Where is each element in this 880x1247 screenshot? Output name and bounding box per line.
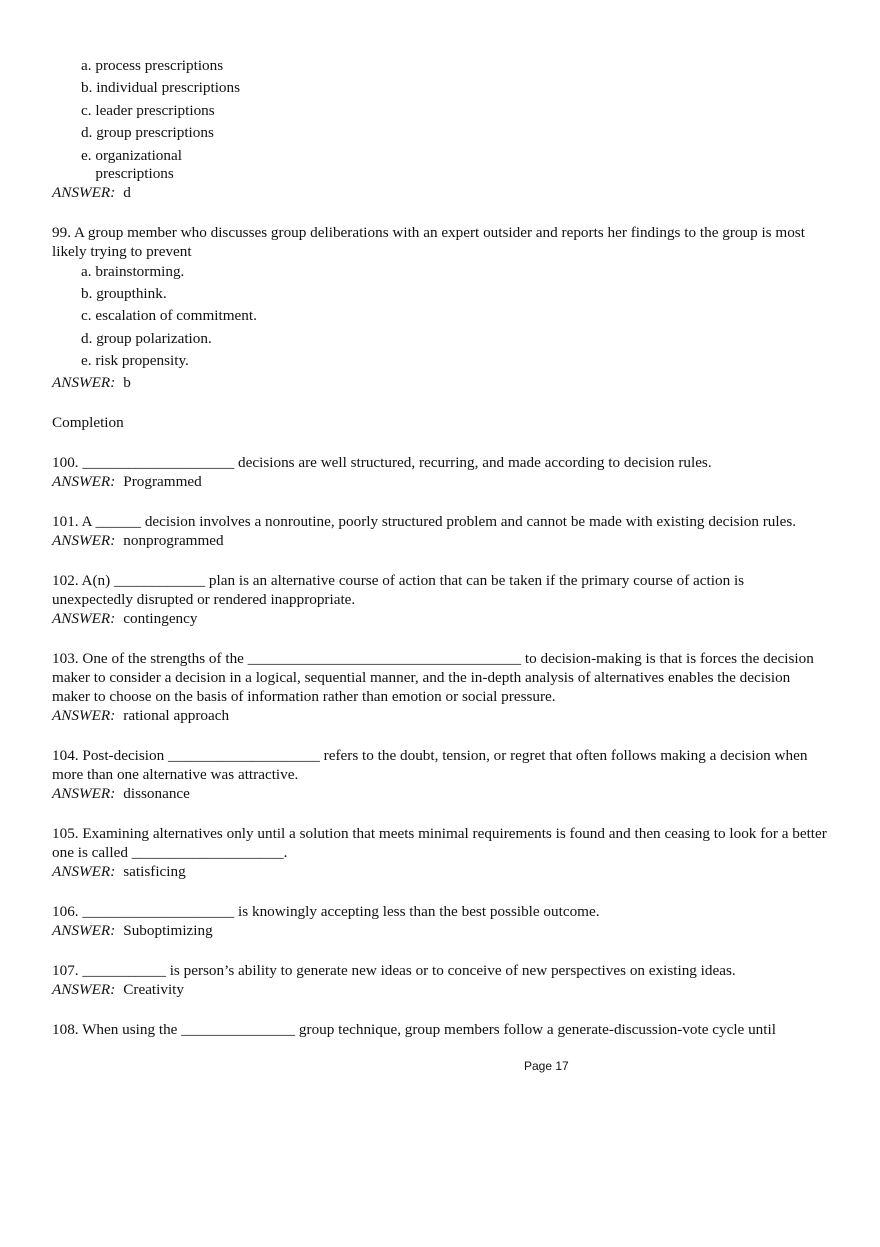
option-a: a. brainstorming. [81,262,185,280]
option-c: c. leader prescriptions [81,101,215,119]
option-b: b. individual prescriptions [81,79,241,97]
question-105-stem: 105. Examining alternatives only until a solution that meets minimal requirements is found and then ceasing to look for a better one is called ____________________. [52,824,827,861]
page-number: Page 17 [524,1059,569,1073]
answer-99: ANSWER: b [52,373,131,391]
question-103-stem: 103. One of the strengths of the ____________________________________ to decision-making is that is forces the decision maker to consider a decision in a logical, sequential manner, and the in-depth analysis of alternatives enables the decision maker to choose on the basis of information rather than emotion or social pressure. [52,649,814,705]
answer-104: ANSWER: dissonance [52,784,190,802]
option-a: a. process prescriptions [81,57,224,74]
question-104-stem: 104. Post-decision ____________________ refers to the doubt, tension, or regret that often follows making a decision when more than one alternative was attractive. [52,746,808,783]
option-d: d. group polarization. [81,329,212,347]
answer-101: ANSWER: nonprogrammed [52,531,224,549]
answer-98: ANSWER: d [52,183,131,201]
answer-107: ANSWER: Creativity [52,980,185,998]
option-e: e. organizational prescriptions [81,146,182,182]
question-108-stem: 108. When using the _______________ group technique, group members follow a generate-discussion-vote cycle until [52,1020,776,1038]
question-98-options [52,55,827,183]
question-102-stem: 102. A(n) ____________ plan is an alternative course of action that can be taken if the primary course of action is unexpectedly disrupted or rendered inappropriate. [52,571,745,608]
answer-103: ANSWER: rational approach [52,706,230,724]
answer-100: ANSWER: Programmed [52,472,202,490]
question-100-stem: 100. ____________________ decisions are well structured, recurring, and made according to decision rules. [52,453,712,471]
option-d: d. group prescriptions [81,124,214,142]
question-99-stem: 99. A group member who discusses group deliberations with an expert outsider and reports her findings to the group is most likely trying to prevent [52,223,805,260]
question-107-stem: 107. ___________ is person’s ability to generate new ideas or to conceive of new perspectives on existing ideas. [52,961,736,979]
answer-106: ANSWER: Suboptimizing [52,921,213,939]
answer-105: ANSWER: satisficing [52,862,186,880]
option-b: b. groupthink. [81,285,167,303]
question-99-options [52,261,827,373]
question-101-stem: 101. A ______ decision involves a nonroutine, poorly structured problem and cannot be made with existing decision rules. [52,512,797,530]
question-106-stem: 106. ____________________ is knowingly accepting less than the best possible outcome. [52,902,600,920]
answer-102: ANSWER: contingency [52,609,198,627]
section-heading: Completion [52,413,124,431]
option-e: e. risk propensity. [81,352,189,370]
option-c: c. escalation of commitment. [81,307,257,325]
document-page [52,55,827,1039]
